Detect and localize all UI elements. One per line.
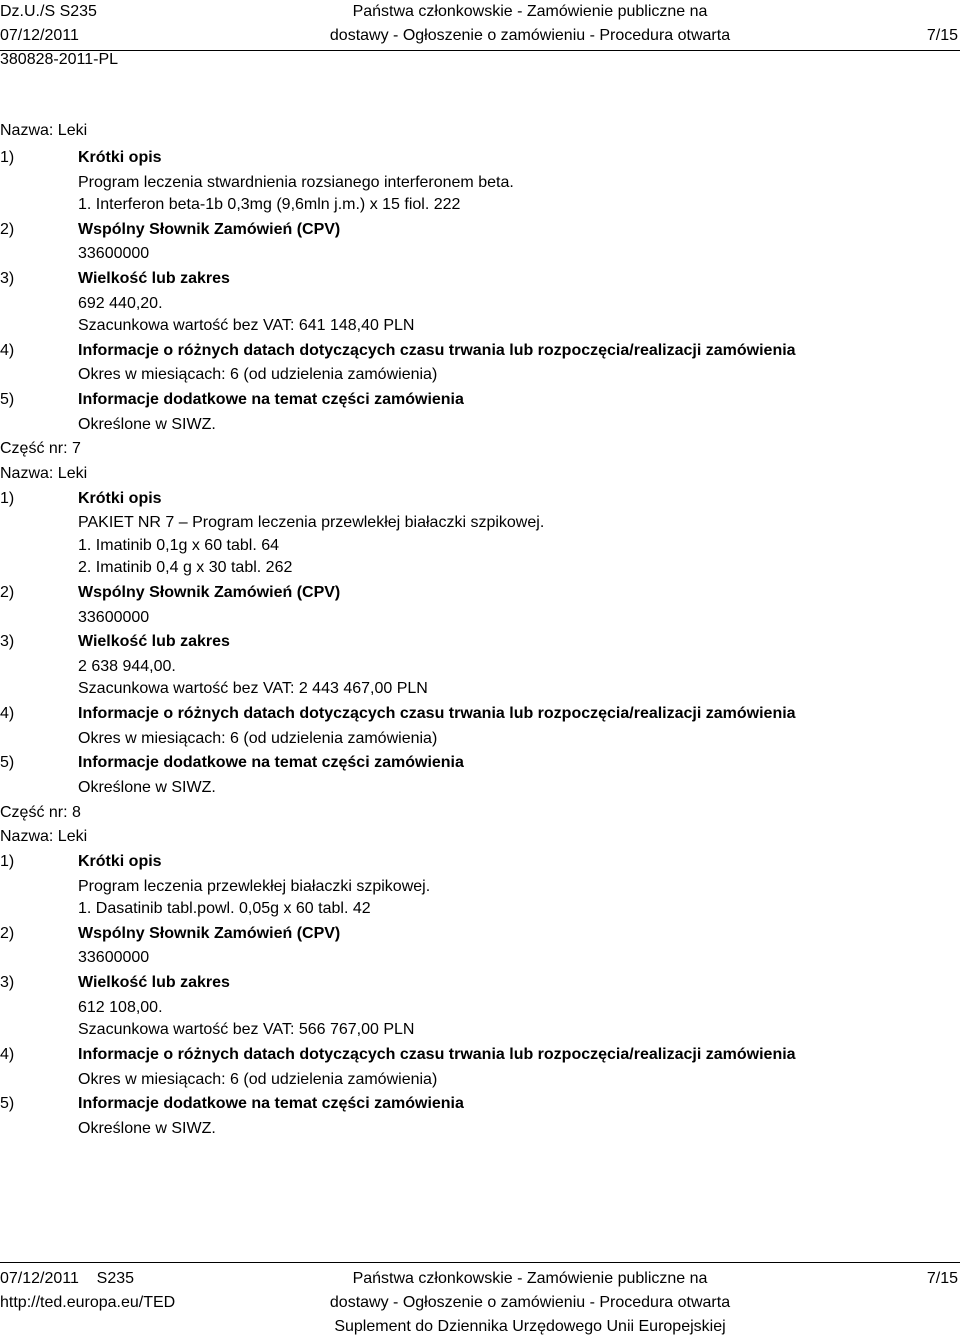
journal-ref: Dz.U./S S235 xyxy=(0,3,97,20)
desc-line xyxy=(0,876,960,899)
desc-text: 1. Dasatinib tabl.powl. 0,05g x 60 tabl. 42 xyxy=(78,900,371,918)
section-number: 1) xyxy=(0,148,15,166)
qty-value: 2 638 944,00. xyxy=(78,657,176,675)
cpv-line xyxy=(0,947,960,970)
period-line xyxy=(0,364,960,387)
period-line xyxy=(0,1069,960,1092)
section-5-heading xyxy=(0,750,960,777)
section-2-heading xyxy=(0,580,960,607)
section-number: 3) xyxy=(0,269,15,287)
siwz-line xyxy=(0,414,960,437)
section-title: Informacje dodatkowe na temat części zamówienia xyxy=(78,390,464,408)
name-row xyxy=(0,826,960,849)
desc-text: 1. Imatinib 0,1g x 60 tabl. 64 xyxy=(78,536,280,554)
section-number: 5) xyxy=(0,390,15,408)
notice-ref: 380828-2011-PL xyxy=(0,51,119,68)
section-3-heading xyxy=(0,970,960,997)
section-title: Wielkość lub zakres xyxy=(78,269,230,287)
part-number: Część nr: 8 xyxy=(0,803,81,821)
part-number: Część nr: 7 xyxy=(0,440,81,458)
siwz-text: Określone w SIWZ. xyxy=(78,415,216,433)
qty-line xyxy=(0,997,960,1020)
section-title: Informacje dodatkowe na temat części zamówienia xyxy=(78,1095,464,1113)
cpv-line xyxy=(0,607,960,630)
footer-url[interactable]: http://ted.europa.eu/TED xyxy=(0,1294,176,1311)
section-number: 4) xyxy=(0,704,15,722)
section-title: Krótki opis xyxy=(78,148,162,166)
section-number: 2) xyxy=(0,583,15,601)
section-number: 2) xyxy=(0,924,15,942)
footer-title-line2: dostawy - Ogłoszenie o zamówieniu - Procedura otwarta xyxy=(329,1294,731,1311)
siwz-text: Określone w SIWZ. xyxy=(78,779,216,797)
value-line xyxy=(0,315,960,338)
section-title: Informacje o różnych datach dotyczących czasu trwania lub rozpoczęcia/realizacji zamówienia xyxy=(78,704,796,722)
footer-center xyxy=(0,1267,960,1339)
value-line xyxy=(0,1019,960,1042)
cpv-line xyxy=(0,243,960,266)
section-title: Wspólny Słownik Zamówień (CPV) xyxy=(78,924,341,942)
document-body xyxy=(0,118,960,1140)
header-title-line1: Państwa członkowskie - Zamówienie publiczne na xyxy=(352,3,708,20)
section-title: Wspólny Słownik Zamówień (CPV) xyxy=(78,583,341,601)
period-text: Okres w miesiącach: 6 (od udzielenia zamówienia) xyxy=(78,729,438,747)
name-row xyxy=(0,118,960,145)
desc-line xyxy=(0,512,960,535)
section-5-heading xyxy=(0,1091,960,1118)
section-number: 4) xyxy=(0,1045,15,1063)
footer-date: 07/12/2011 xyxy=(0,1270,79,1287)
section-number: 2) xyxy=(0,220,15,238)
desc-line xyxy=(0,535,960,558)
part-number-row xyxy=(0,436,960,463)
cpv-code: 33600000 xyxy=(78,608,150,626)
section-3-heading xyxy=(0,266,960,293)
qty-value: 692 440,20. xyxy=(78,294,163,312)
page-footer xyxy=(0,1262,960,1335)
section-number: 3) xyxy=(0,973,15,991)
page-header xyxy=(0,0,960,68)
desc-text: 1. Interferon beta-1b 0,3mg (9,6mln j.m.) x 15 fiol. 222 xyxy=(78,196,461,214)
section-4-heading xyxy=(0,338,960,365)
section-number: 1) xyxy=(0,852,15,870)
name-label: Nazwa: Leki xyxy=(0,465,88,483)
name-label: Nazwa: Leki xyxy=(0,828,88,846)
footer-page xyxy=(927,1267,958,1291)
estimated-value: Szacunkowa wartość bez VAT: 566 767,00 PLN xyxy=(78,1021,415,1039)
section-title: Informacje dodatkowe na temat części zamówienia xyxy=(78,754,464,772)
section-title: Wielkość lub zakres xyxy=(78,973,230,991)
period-text: Okres w miesiącach: 6 (od udzielenia zamówienia) xyxy=(78,366,438,384)
estimated-value: Szacunkowa wartość bez VAT: 2 443 467,00 PLN xyxy=(78,680,428,698)
desc-text: Program leczenia przewlekłej białaczki szpikowej. xyxy=(78,877,431,895)
section-number: 1) xyxy=(0,489,15,507)
desc-text: PAKIET NR 7 – Program leczenia przewlekłej białaczki szpikowej. xyxy=(78,514,545,532)
section-number: 5) xyxy=(0,754,15,772)
header-title-line2: dostawy - Ogłoszenie o zamówieniu - Procedura otwarta xyxy=(329,27,731,44)
section-number: 5) xyxy=(0,1095,15,1113)
footer-title-line1: Państwa członkowskie - Zamówienie publiczne na xyxy=(352,1270,708,1287)
section-title: Informacje o różnych datach dotyczących czasu trwania lub rozpoczęcia/realizacji zamówienia xyxy=(78,1045,796,1063)
period-line xyxy=(0,728,960,751)
page-number: 7/15 xyxy=(926,27,958,44)
desc-text: Program leczenia stwardnienia rozsianego interferonem beta. xyxy=(78,173,514,191)
header-page xyxy=(927,0,958,48)
siwz-text: Określone w SIWZ. xyxy=(78,1119,216,1137)
section-2-heading xyxy=(0,921,960,948)
siwz-line xyxy=(0,777,960,800)
section-2-heading xyxy=(0,217,960,244)
section-number: 4) xyxy=(0,341,15,359)
section-5-heading xyxy=(0,387,960,414)
section-number: 3) xyxy=(0,633,15,651)
desc-line xyxy=(0,194,960,217)
qty-line xyxy=(0,656,960,679)
header-center xyxy=(0,0,960,48)
cpv-code: 33600000 xyxy=(78,949,150,967)
desc-line xyxy=(0,898,960,921)
qty-value: 612 108,00. xyxy=(78,998,163,1016)
period-text: Okres w miesiącach: 6 (od udzielenia zamówienia) xyxy=(78,1070,438,1088)
section-1-heading xyxy=(0,145,960,172)
footer-title-line3: Suplement do Dziennika Urzędowego Unii Europejskiej xyxy=(334,1318,726,1335)
section-4-heading xyxy=(0,1042,960,1069)
name-row xyxy=(0,463,960,486)
estimated-value: Szacunkowa wartość bez VAT: 641 148,40 PLN xyxy=(78,317,415,335)
desc-line xyxy=(0,557,960,580)
section-3-heading xyxy=(0,629,960,656)
section-1-heading xyxy=(0,486,960,513)
section-1-heading xyxy=(0,849,960,876)
cpv-code: 33600000 xyxy=(78,245,150,263)
desc-text: 2. Imatinib 0,4 g x 30 tabl. 262 xyxy=(78,559,293,577)
part-number-row xyxy=(0,800,960,827)
qty-line xyxy=(0,293,960,316)
desc-line xyxy=(0,172,960,195)
name-label: Nazwa: Leki xyxy=(0,122,88,139)
section-4-heading xyxy=(0,701,960,728)
page-number: 7/15 xyxy=(926,1270,958,1287)
section-title: Informacje o różnych datach dotyczących czasu trwania lub rozpoczęcia/realizacji zamówienia xyxy=(78,341,796,359)
value-line xyxy=(0,678,960,701)
section-title: Krótki opis xyxy=(78,489,162,507)
section-title: Wspólny Słownik Zamówień (CPV) xyxy=(78,220,341,238)
section-title: Wielkość lub zakres xyxy=(78,633,230,651)
header-date: 07/12/2011 xyxy=(0,27,79,44)
section-title: Krótki opis xyxy=(78,852,162,870)
siwz-line xyxy=(0,1118,960,1141)
footer-issue: S235 xyxy=(96,1270,135,1287)
